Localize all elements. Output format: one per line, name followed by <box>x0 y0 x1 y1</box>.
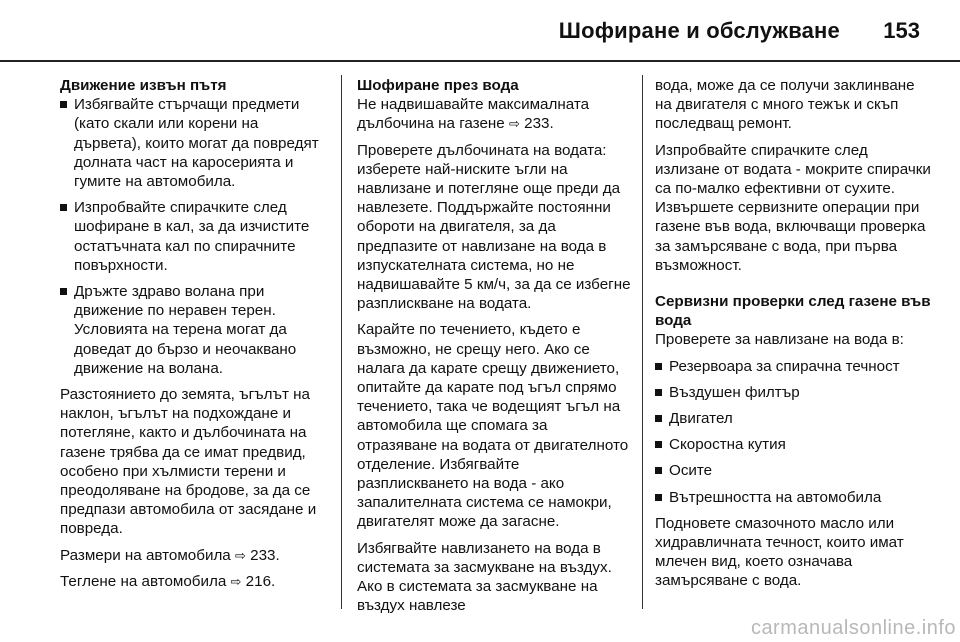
column-1 <box>60 76 328 598</box>
depth-check-paragraph: Проверете дълбочината на водата: изберете най-ниските ъгли на навлизане и потегляне още преди да навлезете. Поддържайте постоянни обороти на двигателя, за да предпазите от навлизане на вода в изпускателната система, но не надвишавайте 5 км/ч, за да се избегне разплискване на водата. <box>357 141 631 313</box>
dimensions-reference-page: 233. <box>250 546 280 564</box>
towing-reference-page: 216. <box>245 572 276 590</box>
service-checks-intro: Проверете за навлизане на вода в: <box>655 331 904 349</box>
list-item: Изпробвайте спирачките след шофиране в кал, за да изчистите остатъчната кал по спирачните повърхности. <box>60 198 328 275</box>
clearance-paragraph: Разстоянието до земята, ъгълът на наклон, ъгълът на подхождане и потегляне, както и дълбочината на газене трябва да се имат предвид, особено при хълмисти терени и преодоляване на бродове, за да се предпази автомобила от засядане и повреда. <box>60 386 317 538</box>
list-item: Осите <box>655 461 933 480</box>
dimensions-reference[interactable] <box>60 546 328 565</box>
column-divider-2 <box>642 75 643 609</box>
towing-reference[interactable] <box>60 572 328 591</box>
page-reference-arrow-icon: ⇨ <box>509 116 520 132</box>
brake-test-paragraph: Изпробвайте спирачките след излизане от водата - мокрите спирачки са по-малко ефективни от сухите. Извършете сервизните операции при газене във вода, включващи проверка за замърсяване с вода, при първа възможност. <box>655 141 931 274</box>
current-paragraph: Карайте по течението, където е възможно, не срещу него. Ако се налага да карате срещу движението, опитайте да карате под ъгъл спрямо течението, така че водещият ъгъл на автомобила ще спомага за отразяване на водата от двигателното отделение. Избягвайте разплискването на вода - ако запалителната система се намокри, двигателят може да загасне. <box>357 321 629 531</box>
list-item: Въздушен филтър <box>655 383 933 402</box>
max-depth-text: Не надвишавайте максималната дълбочина на газене <box>357 96 590 133</box>
page-title: Шофиране и обслужване <box>558 18 840 43</box>
watermark: carmanualsonline.info <box>750 617 956 639</box>
max-depth-page: 233. <box>524 115 554 133</box>
water-driving-heading: Шофиране през вода <box>357 77 519 94</box>
dimensions-reference-text: Размери на автомобила <box>60 546 231 564</box>
list-item: Резервоара за спирачна течност <box>655 357 933 376</box>
offroad-bullet-list <box>60 95 328 378</box>
engine-seizure-paragraph: вода, може да се получи заклинване на двигателя с много тежък и скъп последващ ремонт. <box>655 77 915 133</box>
page-reference-arrow-icon: ⇨ <box>234 547 246 563</box>
list-item: Двигател <box>655 409 933 428</box>
column-2 <box>357 76 631 622</box>
list-item: Вътрешността на автомобила <box>655 488 933 507</box>
section-gap <box>655 282 933 292</box>
column-3 <box>655 76 933 598</box>
page-header <box>0 0 960 60</box>
service-checks-heading: Сервизни проверки след газене във вода <box>655 293 931 330</box>
list-item: Дръжте здраво волана при движение по неравен терен. Условията на терена могат да доведат до бързо и неочаквано движение на волана. <box>60 282 328 378</box>
service-checks-list <box>655 357 933 507</box>
page-number: 153 <box>883 18 920 43</box>
list-item: Скоростна кутия <box>655 435 933 454</box>
air-intake-paragraph: Избягвайте навлизането на вода в системата за засмукване на въздух. Ако в системата за засмукване на въздух навлезе <box>357 539 612 615</box>
offroad-heading: Движение извън пътя <box>60 77 227 94</box>
max-depth-paragraph[interactable] <box>357 95 631 133</box>
page-reference-arrow-icon: ⇨ <box>230 573 242 589</box>
column-divider-1 <box>341 75 342 609</box>
oil-renewal-paragraph: Подновете смазочното масло или хидравличната течност, които имат млечен вид, което означава замърсяване с вода. <box>655 514 904 590</box>
list-item: Избягвайте стърчащи предмети (като скали или корени на дърветa), които могат да повредят долната част на каросерията и гумите на автомобила. <box>60 95 328 191</box>
towing-reference-text: Теглене на автомобила <box>60 572 227 590</box>
header-rule <box>0 60 960 62</box>
